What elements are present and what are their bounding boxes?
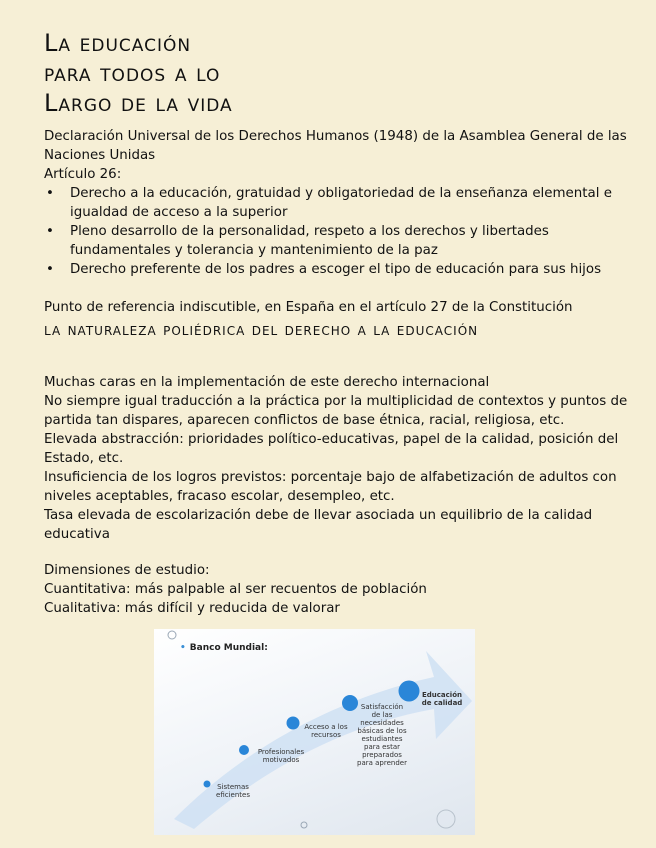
paragraph: No siempre igual traducción a la práctica por la multiplicidad de contextos y puntos de partida tan dispares, aparecen conflictos de base étnica, racial, religiosa, etc. xyxy=(44,394,628,428)
title-line-1: La educación xyxy=(44,29,192,57)
list-item: • Derecho a la educación, gratuidad y obligatoriedad de la enseñanza elemental e igualdad de acceso a la superior xyxy=(44,184,644,222)
progress-arrow-shape xyxy=(174,651,472,829)
bubble-decoration xyxy=(437,810,455,828)
bubble-decoration xyxy=(301,822,307,828)
step-label-2: Profesionales motivados xyxy=(257,748,305,764)
constitution-reference: Punto de referencia indiscutible, en España en el artículo 27 de la Constitución xyxy=(44,300,573,315)
step-dot-2 xyxy=(239,745,249,755)
step-dot-5 xyxy=(399,681,420,702)
dimension-quantitative: Cuantitativa: más palpable al ser recuentos de población xyxy=(44,582,427,597)
article-label: Artículo 26: xyxy=(44,167,122,182)
page-title xyxy=(44,28,233,118)
step-label-5: Educación de calidad xyxy=(421,691,463,707)
paragraph: Insuficiencia de los logros previstos: porcentaje bajo de alfabetización de adultos con niveles aceptables, fracaso escolar, desempleo, etc. xyxy=(44,470,617,504)
section-subheading: la naturaleza poliédrica del derecho a la educación xyxy=(44,320,479,340)
title-line-2: para todos a lo xyxy=(44,59,221,87)
paragraph: Elevada abstracción: prioridades político-educativas, papel de la calidad, posición del Estado, etc. xyxy=(44,432,619,466)
paragraphs-section xyxy=(44,373,644,544)
bubble-decoration xyxy=(168,631,176,639)
list-item: • Pleno desarrollo de la personalidad, respeto a los derechos y libertades fundamentales y tolerancia y mantenimiento de la paz xyxy=(44,222,644,260)
dimension-qualitative: Cualitativa: más difícil y reducida de valorar xyxy=(44,601,340,616)
world-bank-figure xyxy=(154,629,475,835)
list-item: • Derecho preferente de los padres a escoger el tipo de educación para sus hijos xyxy=(44,260,644,279)
declaration-section xyxy=(44,127,644,279)
figure-title: • Banco Mundial: xyxy=(180,643,268,653)
step-dot-3 xyxy=(287,717,300,730)
step-label-3: Acceso a los recursos xyxy=(304,723,348,739)
rights-list xyxy=(44,184,644,279)
paragraph: Tasa elevada de escolarización debe de llevar asociada un equilibrio de la calidad educativa xyxy=(44,508,593,542)
paragraph: Muchas caras en la implementación de este derecho internacional xyxy=(44,375,490,390)
reference-section xyxy=(44,298,644,317)
declaration-source: Declaración Universal de los Derechos Humanos (1948) de la Asamblea General de las Naciones Unidas xyxy=(44,129,627,163)
step-label-1: Sistemas eficientes xyxy=(216,783,250,799)
dimensions-heading: Dimensiones de estudio: xyxy=(44,563,210,578)
title-line-3: Largo de la vida xyxy=(44,89,233,117)
step-dot-4 xyxy=(342,695,358,711)
step-label-4: Satisfacción de las necesidades básicas de los estudiantes para estar preparados para aprender xyxy=(357,703,407,767)
dimensions-section xyxy=(44,561,644,618)
